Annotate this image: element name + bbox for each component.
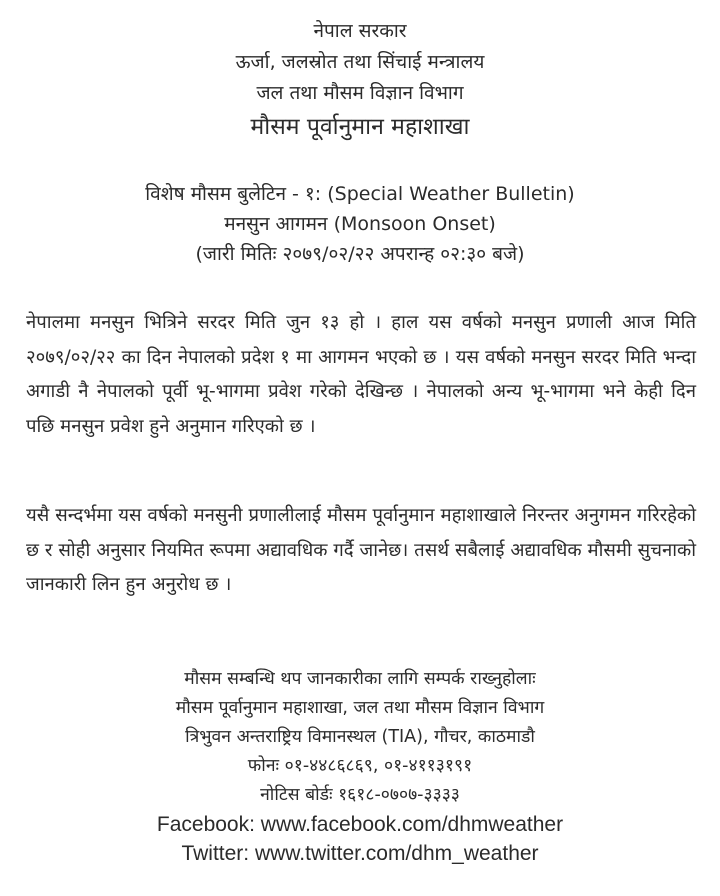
contact-phone: फोनः ०१-४४८६८६९, ०१-४११३१९१	[247, 756, 473, 776]
ministry-name: ऊर्जा, जलस्रोत तथा सिंचाई मन्त्रालय	[235, 51, 485, 73]
body-paragraph-1-container	[26, 306, 696, 444]
division-name: मौसम पूर्वानुमान महाशाखा	[250, 114, 470, 140]
facebook-link[interactable]: Facebook: www.facebook.com/dhmweather	[156, 813, 564, 836]
contact-office: मौसम पूर्वानुमान महाशाखा, जल तथा मौसम विज्ञान विभाग	[175, 698, 545, 718]
bulletin-subject: मनसुन आगमन (Monsoon Onset)	[224, 213, 496, 235]
bulletin-heading	[0, 179, 720, 269]
department-name: जल तथा मौसम विज्ञान विभाग	[256, 82, 464, 104]
body-paragraph: नेपालमा मनसुन भित्रिने सरदर मिति जुन १३ हो । हाल यस वर्षको मनसुन प्रणाली आज मिति २०७९/०२/२२ का दिन नेपालको प्रदेश १ मा आगमन भएको छ । यस वर्षको मनसुन सरदर मिति भन्दा अगाडी नै नेपालको पूर्वी भू-भागमा प्रवेश गरेको देखिन्छ । नेपालको अन्य भू-भागमा भने केही दिन पछि मनसुन प्रवेश हुने अनुमान गरिएको छ ।	[26, 312, 696, 437]
contact-address: त्रिभुवन अन्तराष्ट्रिय विमानस्थल (TIA), गौचर, काठमाडौ	[185, 727, 535, 747]
body-paragraph: यसै सन्दर्भमा यस वर्षको मनसुनी प्रणालीलाई मौसम पूर्वानुमान महाशाखाले निरन्तर अनुगमन गरिरहेको छ र सोही अनुसार नियमित रूपमा अद्यावधिक गर्दै जानेछ। तसर्थ सबैलाई अद्यावधिक मौसमी सुचनाको जानकारी लिन हुन अनुरोध छ ।	[26, 505, 696, 595]
bulletin-issued-date: (जारी मितिः २०७९/०२/२२ अपरान्ह ०२:३० बजे)	[195, 243, 525, 265]
body-paragraph-2-container	[26, 499, 696, 603]
bulletin-title: विशेष मौसम बुलेटिन - १: (Special Weather Bulletin)	[145, 183, 575, 205]
contact-footer	[0, 665, 720, 868]
letterhead	[0, 16, 720, 145]
government-name: नेपाल सरकार	[313, 20, 407, 42]
twitter-link[interactable]: Twitter: www.twitter.com/dhm_weather	[181, 842, 539, 865]
contact-notice-board: नोटिस बोर्डः १६१८-०७०७-३३३३	[260, 785, 460, 805]
contact-intro: मौसम सम्बन्धि थप जानकारीका लागि सम्पर्क राख्नुहोलाः	[184, 669, 536, 689]
